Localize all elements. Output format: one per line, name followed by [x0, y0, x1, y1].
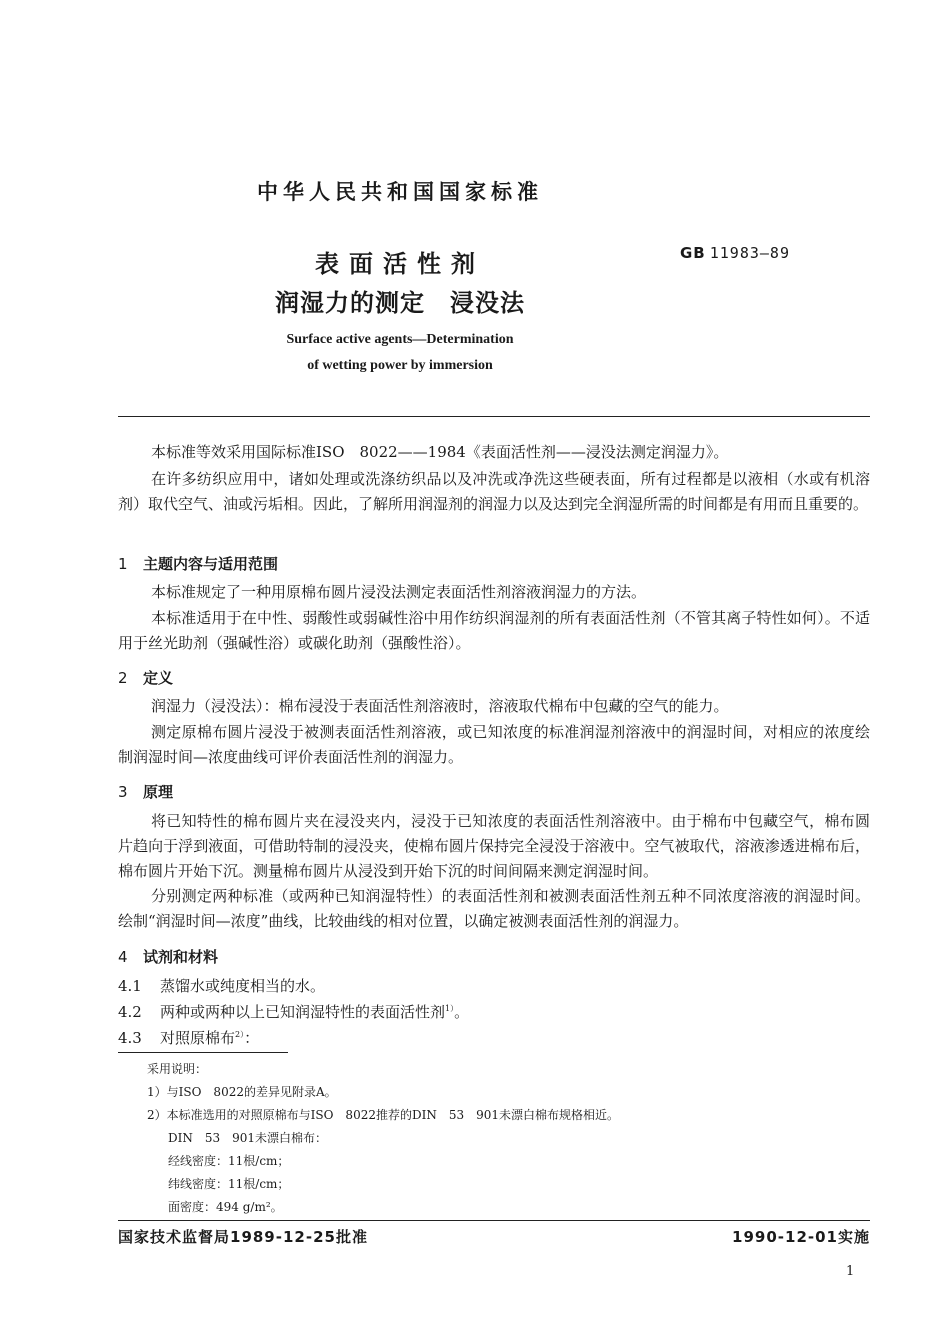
- intro-paragraph-1: 本标准等效采用国际标准ISO 8022——1984《表面活性剂——浸没法测定润湿力》。: [151, 443, 729, 461]
- national-standard-heading: 中华人民共和国国家标准: [257, 180, 543, 204]
- section-4-heading: [118, 946, 218, 967]
- item-4-1: [118, 975, 325, 996]
- header-divider: [118, 416, 870, 417]
- intro-paragraph-2: 在许多纺织应用中，诸如处理或洗涤纺织品以及冲洗或净洗这些硬表面，所有过程都是以液相（水或有机溶剂）取代空气、油或污垢相。因此，了解所用润湿剂的润湿力以及达到完全润湿所需的时间都是有用而且重要的。: [118, 470, 870, 513]
- item-tail: ：: [244, 1029, 260, 1047]
- section-number: 1: [118, 555, 128, 573]
- title-cn-line1: 表面活性剂: [315, 250, 485, 278]
- footer-divider: [118, 1220, 870, 1221]
- footnote-1: 1）与ISO 8022的差异见附录A。: [147, 1085, 337, 1099]
- section-title: 主题内容与适用范围: [143, 555, 279, 573]
- item-4-3: [118, 1027, 259, 1048]
- section-3-paragraph-1: 将已知特性的棉布圆片夹在浸没夹内，浸没于已知浓度的表面活性剂溶液中。由于棉布中包藏空气，棉布圆片趋向于浮到液面，可借助特制的浸没夹，使棉布圆片保持完全浸没于溶液中。空气被取代，溶液渗透进棉布后，棉布圆片开始下沉。测量棉布圆片从浸没到开始下沉的时间间隔来测定润湿时间。: [118, 812, 870, 880]
- footnote-warp-density: 经线密度：11根/cm；: [168, 1154, 290, 1168]
- title-en-line1: Surface active agents—Determination: [286, 332, 514, 347]
- section-3-heading: [118, 781, 173, 802]
- section-3-paragraph-2: 分别测定两种标准（或两种已知润湿特性）的表面活性剂和被测表面活性剂五种不同浓度溶液的润湿时间。绘制“润湿时间—浓度”曲线，比较曲线的相对位置，以确定被测表面活性剂的润湿力。: [118, 887, 870, 930]
- section-2-paragraph-1: 润湿力（浸没法）：棉布浸没于表面活性剂溶液时，溶液取代棉布中包藏的空气的能力。: [151, 697, 729, 715]
- title-en-line2: of wetting power by immersion: [307, 358, 493, 373]
- footnote-2: 2）本标准选用的对照原棉布与ISO 8022推荐的DIN 53 901未漂白棉布规格相近。: [147, 1108, 620, 1122]
- item-tail: 。: [454, 1003, 470, 1021]
- approval-date: 国家技术监督局1989-12-25批准: [118, 1228, 368, 1246]
- item-number: 4.3: [118, 1029, 142, 1047]
- footnote-ref-1: 1）: [445, 1004, 455, 1013]
- effective-date: 1990-12-01实施: [732, 1228, 870, 1246]
- footnote-weft-density: 纬线密度：11根/cm；: [168, 1177, 290, 1191]
- section-1-heading: [118, 553, 278, 574]
- footnote-heading: 采用说明：: [147, 1062, 208, 1076]
- item-text: 对照原棉布: [160, 1029, 236, 1047]
- footnote-ref-2: 2）: [235, 1030, 245, 1039]
- footnote-divider: [118, 1052, 288, 1053]
- item-number: 4.1: [118, 977, 142, 995]
- section-title: 原理: [143, 783, 174, 801]
- section-title: 试剂和材料: [143, 948, 219, 966]
- section-number: 2: [118, 669, 128, 687]
- item-4-2: [118, 1001, 469, 1022]
- section-1-paragraph-1: 本标准规定了一种用原棉布圆片浸没法测定表面活性剂溶液润湿力的方法。: [151, 583, 647, 601]
- item-text: 蒸馏水或纯度相当的水。: [160, 977, 326, 995]
- gb-number: 11983—89: [709, 244, 790, 262]
- item-number: 4.2: [118, 1003, 142, 1021]
- section-1-paragraph-2: 本标准适用于在中性、弱酸性或弱碱性浴中用作纺织润湿剂的所有表面活性剂（不管其离子特性如何）。不适用于丝光助剂（强碱性浴）或碳化助剂（强酸性浴）。: [118, 609, 870, 652]
- footnote-spec-title: DIN 53 901未漂白棉布：: [168, 1131, 328, 1145]
- standard-number: [680, 244, 790, 262]
- page-number: 1: [846, 1264, 855, 1279]
- section-2-paragraph-2: 测定原棉布圆片浸没于被测表面活性剂溶液，或已知浓度的标准润湿剂溶液中的润湿时间，对相应的浓度绘制润湿时间—浓度曲线可评价表面活性剂的润湿力。: [118, 723, 870, 766]
- section-title: 定义: [143, 669, 174, 687]
- section-number: 4: [118, 948, 128, 966]
- footnote-area-density: 面密度：494 g/m²。: [168, 1200, 283, 1214]
- title-cn-line2: 润湿力的测定 浸没法: [275, 289, 525, 317]
- gb-prefix: GB: [680, 244, 706, 262]
- section-2-heading: [118, 667, 173, 688]
- item-text: 两种或两种以上已知润湿特性的表面活性剂: [160, 1003, 446, 1021]
- section-number: 3: [118, 783, 128, 801]
